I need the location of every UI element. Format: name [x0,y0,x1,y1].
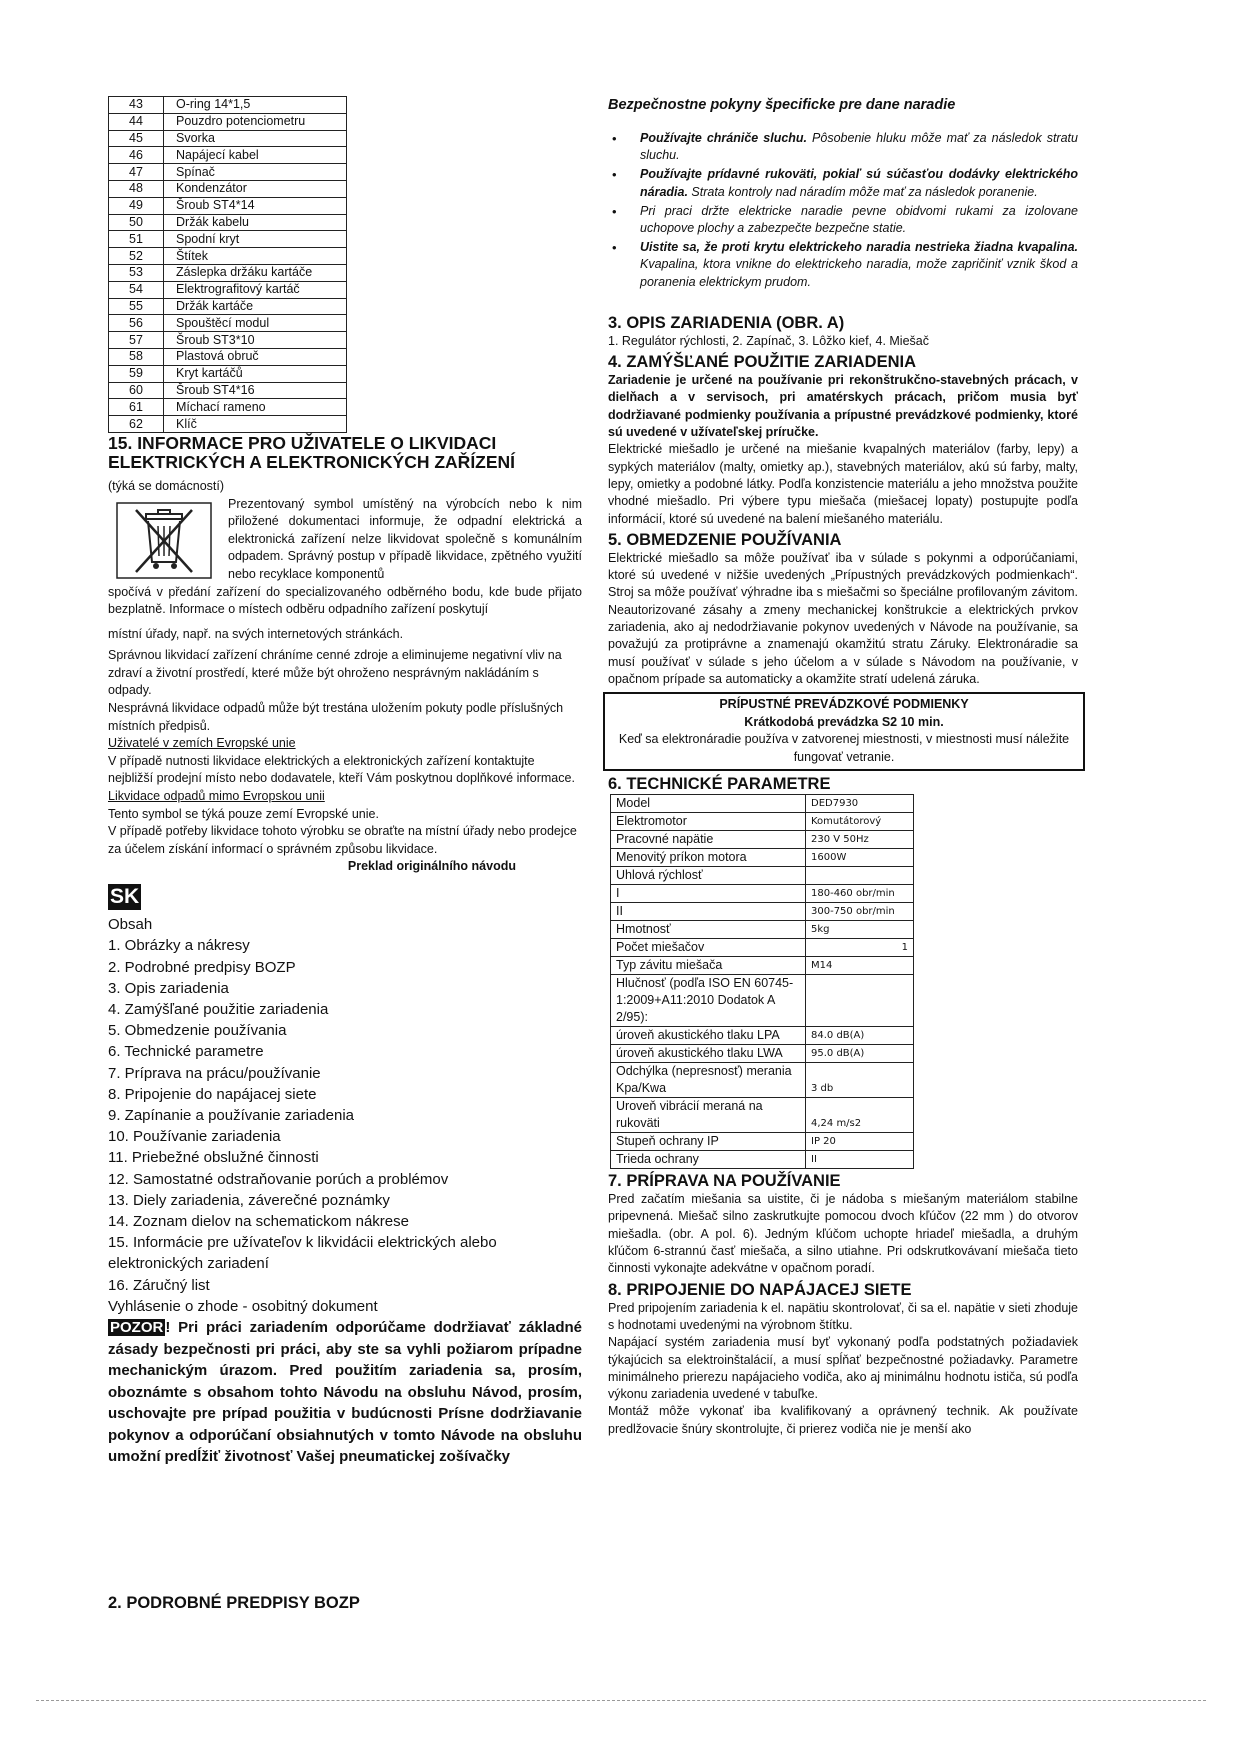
tech-row [611,1045,914,1063]
safety-bullet [608,239,1078,291]
tech-row [611,957,914,975]
tech-row [611,903,914,921]
translation-note: Preklad originálního návodu [347,859,516,874]
tech-key: Odchýlka (nepresnosť) merania Kpa/Kwa [611,1063,806,1098]
parts-row [109,147,347,164]
part-name: Míchací rameno [164,399,347,416]
sec4-text: Elektrické miešadlo je určené na miešanie kvapalných materiálov (farby, lepy) a sypkých materiálov (malty, omietky ap.), stavebných materiálov, akú sú farby, malty, lepy, omietky a podobné látky. Podľa konzistencie materiálu a jeho množstva použite vhodné miešadlo. Pri výbere typu miešača (miešacej lopaty) postupujte podľa informácií, ktoré sú uvedené na balení miešaného materiálu. [608,442,1078,526]
part-number: 44 [109,113,164,130]
part-name: Šroub ST4*14 [164,197,347,214]
sec8-p3: Montáž môže vykonať iba kvalifikovaný a oprávnený technik. Ak používate predlžovacie šnúry skontrolujte, či prierez vodiča nie je menší ako [608,1404,1078,1436]
bozp-heading: 2. PODROBNÉ PREDPISY BOZP [108,1594,360,1612]
tech-key: Menovitý príkon motora [611,849,806,867]
part-number: 54 [109,281,164,298]
toc-title: Obsah [108,916,153,934]
sec8-p2: Napájací systém zariadenia musí byť vykonaný podľa podstatných požiadaviek týkajúcich sa elektroinštalácií, a musí spĺňať bezpečnostné požiadavky. Parametre minimálneho prierezu napájacieho vodiča, ako aj minimálnu hodnotu ističa, sú podľa výkonu zariadenia uvedené v tabuľke. [608,1335,1078,1402]
parts-row [109,264,347,281]
parts-row [109,248,347,265]
toc-item: 9. Zapínanie a používanie zariadenia [108,1107,355,1125]
parts-row [109,281,347,298]
sec7-text: Pred začatím miešania sa uistite, či je nádoba s miešaným materiálom stabilne pripevnená. Miešač silno zaskrutkujte pomocou dvoch kľúčov (22 mm ) do otvorov miešadla. (obr. A pol. 6). Jedným kľúčom uchopte hriadeľ miešadla, a druhým kľúčom 6-strannú časť miešača, a silno utiahne. Pri odskrutkovávaní miešača tieto činnosti vykonajte adekvátne v opačnom poradí. [608,1192,1078,1276]
toc-item: 1. Obrázky a nákresy [108,937,250,955]
warning-paragraph [108,1317,582,1468]
part-number: 47 [109,164,164,181]
part-name: Elektrografitový kartáč [164,281,347,298]
part-number: 61 [109,399,164,416]
safety-heading: Bezpečnostne pokyny špecificke pre dane naradie [608,97,956,113]
tech-row [611,1151,914,1169]
toc-item: 16. Záručný list [108,1276,210,1294]
waste-block [108,496,582,584]
part-number: 43 [109,97,164,114]
tech-row [611,795,914,813]
pozor-label: POZOR [110,1319,164,1337]
tech-value: 3 db [806,1063,914,1098]
parts-row [109,416,347,433]
tech-key: Pracovné napätie [611,831,806,849]
crossed-bin-icon [116,502,212,579]
toc-item: 2. Podrobné predpisy BOZP [108,958,296,976]
part-name: Spodní kryt [164,231,347,248]
parts-table [108,96,347,433]
tech-value: 84.0 dB(A) [806,1027,914,1045]
tech-row [611,1133,914,1151]
safety-bullet-bold: Používajte chrániče sluchu. [640,131,808,145]
tech-value: M14 [806,957,914,975]
tech-row [611,921,914,939]
tech-value: 300-750 obr/min [806,903,914,921]
conditions-text: Keď sa elektronáradie používa v zatvorenej miestnosti, v miestnosti musí náležite fungovať vetranie. [618,732,1070,764]
part-name: Držák kabelu [164,214,347,231]
safety-bullets [608,130,1078,291]
part-name: Šroub ST3*10 [164,332,347,349]
part-number: 58 [109,348,164,365]
part-name: Napájecí kabel [164,147,347,164]
part-number: 57 [109,332,164,349]
fine-paragraph: Nesprávná likvidace odpadů může být trestána uložením pokuty podle příslušných místních předpisů. [108,701,564,733]
tech-key: Elektromotor [611,813,806,831]
tech-key: Stupeň ochrany IP [611,1133,806,1151]
parts-row [109,348,347,365]
tech-key: Model [611,795,806,813]
parts-row [109,365,347,382]
safety-bullet-text: Pri praci držte elektricke naradie pevne obidvomi rukami za izolovane uchopove plochy a zabezpečte bezpečne statie. [640,203,1078,236]
cz-disposal-heading: 15. INFORMACE PRO UŽIVATELE O LIKVIDACI ELEKTRICKÝCH A ELEKTRONICKÝCH ZAŘÍZENÍ [108,432,516,472]
tech-row [611,831,914,849]
tech-key: II [611,903,806,921]
tech-value [806,975,914,1027]
tech-value: II [806,1151,914,1169]
tech-row [611,885,914,903]
part-name: Klíč [164,416,347,433]
toc-item: 8. Pripojenie do napájacej siete [108,1085,317,1103]
toc-item: 3. Opis zariadenia [108,979,229,997]
safety-bullet [608,130,1078,164]
tech-row [611,1098,914,1133]
parts-row [109,332,347,349]
part-name: Držák kartáče [164,298,347,315]
tech-row [611,813,914,831]
safety-bullet-text: Pôsobenie hluku môže mať za následok stratu sluchu. [640,131,1078,163]
toc-item: 11. Priebežné obslužné činnosti [108,1149,319,1167]
sec4-bold-text: Zariadenie je určené na používanie pri rekonštrukčno-stavebných prácach, v dielňach a v servisoch, pri amatérskych prácach, pričom musia byť dodržiavané podmienky používania a prípustné prevádzkové podmienky, ktoré sú uvedené v užívateľskej príručke. [608,373,1078,440]
tech-row [611,975,914,1027]
parts-row [109,130,347,147]
sec3-heading: 3. OPIS ZARIADENIA (OBR. A) [608,313,845,332]
tech-value: DED7930 [806,795,914,813]
tech-key: Uhlová rýchlosť [611,867,806,885]
cz-disposal-subtitle: (týká se domácností) [108,478,225,493]
parts-row [109,113,347,130]
tech-value: 4,24 m/s2 [806,1098,914,1133]
part-name: Pouzdro potenciometru [164,113,347,130]
toc-item: 13. Diely zariadenia, záverečné poznámky [108,1191,390,1209]
part-name: Záslepka držáku kartáče [164,264,347,281]
tech-row [611,1063,914,1098]
eu-title: Uživatelé v zemích Evropské unie [108,736,296,751]
part-name: Kryt kartáčů [164,365,347,382]
safety-bullet-bold: Používajte prídavné rukoväti, pokiaľ sú súčasťou dodávky elektrického náradia. [640,167,1078,199]
safety-bullet-bold: Uistite sa, že proti krytu elektrickeho naradia nestrieka žiadna kvapalina. [640,240,1078,255]
parts-row [109,180,347,197]
part-number: 62 [109,416,164,433]
noneu-title: Likvidace odpadů mimo Evropskou unii [108,789,325,804]
tech-value [806,867,914,885]
conditions-title: PRÍPUSTNÉ PREVÁDZKOVÉ PODMIENKY [719,697,969,712]
conditions-duty: Krátkodobá prevádzka S2 10 min. [744,714,944,729]
part-number: 52 [109,248,164,265]
part-name: Štítek [164,248,347,265]
toc-item: 6. Technické parametre [108,1043,264,1061]
part-number: 55 [109,298,164,315]
parts-row [109,214,347,231]
part-name: Svorka [164,130,347,147]
parts-row [109,399,347,416]
toc-list [108,935,582,1317]
safety-bullet [608,203,1078,237]
tech-value: Komutátorový [806,813,914,831]
conditions-box [603,692,1085,771]
parts-row [109,315,347,332]
safety-bullet-text: Kvapalina, ktora vnikne do elektrickeho naradia, može zapričiniť vznik škod a poranenia elektrickym prudom. [640,257,1078,289]
sec8-p1: Pred pripojením zariadenia k el. napätiu skontrolovať, či sa el. napätie v sieti zhoduje s hodnotami uvedenými na výrobnom štítku. [608,1300,1078,1332]
part-number: 59 [109,365,164,382]
parts-row [109,97,347,114]
tech-table [610,794,914,1169]
symbol-text-continued: spočívá v předání zařízení do specializovaného odběrného bodu, kde bude přijato bezplatně. Informace o místech odběru odpadního zařízení poskytují [108,584,582,617]
tech-key: úroveň akustického tlaku LWA [611,1045,806,1063]
part-name: Plastová obruč [164,348,347,365]
sec7-heading: 7. PRÍPRAVA NA POUŽÍVANIE [608,1172,841,1191]
part-number: 48 [109,180,164,197]
tech-value: 5kg [806,921,914,939]
toc-item: 5. Obmedzenie používania [108,1022,287,1040]
part-number: 46 [109,147,164,164]
symbol-text: Prezentovaný symbol umístěný na výrobcích nebo k nim přiložené dokumentaci informuje, že odpadní elektrická a elektronická zařízení nelze likvidovat společně s komunálním odpadem. Správný postup v případě likvidace, zpětného využití nebo recyklace komponentů [228,496,582,581]
sec8-heading: 8. PRIPOJENIE DO NAPÁJACEJ SIETE [608,1280,912,1299]
part-number: 56 [109,315,164,332]
tech-key: Typ závitu miešača [611,957,806,975]
sec3-text: 1. Regulátor rýchlosti, 2. Zapínač, 3. Lôžko kief, 4. Miešač [608,333,929,348]
tech-value: 95.0 dB(A) [806,1045,914,1063]
warning-text: ! Pri práci zariadením odporúčame dodržiavať základné zásady bezpečnosti pri práci, aby ste sa vyhli požiarom prípadne mechanickým úrazom. Pred použitím zariadenia sa, prosím, oboznámte s obsahom tohto Návodu na obsluhu Návod, prosím, uschovajte pre prípad použitia v budúcnosti Prísne dodržiavanie pokynov a odporúčaní obsiahnutých v tomto Návode na obsluhu umožní predĺžiť životnosť Vašej pneumatickej zošívačky [108,1319,582,1466]
part-number: 49 [109,197,164,214]
tech-value: 1 [806,939,914,957]
sec6-heading: 6. TECHNICKÉ PARAMETRE [608,775,831,794]
part-name: Spínač [164,164,347,181]
toc-item: 15. Informácie pre užívateľov k likvidácii elektrických alebo elektronických zariadení [108,1234,497,1273]
tech-key: I [611,885,806,903]
sec4-heading: 4. ZAMÝŠĽANÉ POUŽITIE ZARIADENIA [608,353,917,372]
part-number: 51 [109,231,164,248]
toc-item: 12. Samostatné odstraňovanie porúch a problémov [108,1170,449,1188]
part-number: 60 [109,382,164,399]
footer-divider [36,1700,1206,1701]
parts-row [109,231,347,248]
parts-row [109,298,347,315]
noneu-text-1: Tento symbol se týká pouze zemí Evropské unie. [108,806,379,821]
safety-bullet-text: Strata kontroly nad náradím môže mať za následok poranenie. [687,184,1038,199]
toc-item: 10. Používanie zariadenia [108,1128,281,1146]
parts-row [109,164,347,181]
tech-row [611,939,914,957]
tech-value: 1600W [806,849,914,867]
toc-item: 7. Príprava na prácu/používanie [108,1064,321,1082]
part-name: O-ring 14*1,5 [164,97,347,114]
part-name: Spouštěcí modul [164,315,347,332]
part-name: Kondenzátor [164,180,347,197]
parts-row [109,197,347,214]
tech-value: 230 V 50Hz [806,831,914,849]
tech-value: IP 20 [806,1133,914,1151]
tech-key: úroveň akustického tlaku LPA [611,1027,806,1045]
toc-item: 14. Zoznam dielov na schematickom nákrese [108,1213,409,1231]
tech-key: Hmotnosť [611,921,806,939]
sec5-heading: 5. OBMEDZENIE POUŽÍVANIA [608,530,842,549]
part-number: 53 [109,264,164,281]
sec5-text: Elektrické miešadlo sa môže používať iba v súlade s pokynmi a odporúčaniami, ktoré sú uvedené v nižšie uvedených „Prípustných prevádzkových podmienkach“. Stroj sa môže používať výhradne iba s miešačmi so špeciálne profilovaným závitom. Neautorizované zásahy a zmeny mechanickej konštrukcie a elektrických prvkov zariadenia, ako aj nedodržiavanie pokynov uvedených v Návode na používanie, sa považujú za protiprávne a znamenajú okamžitú stratu Záruky. Elektronáradie sa musí používať v súlade s jeho účelom a v súlade s Návodom na používanie, v opačnom prípade sa automaticky a okamžite stratí udelená záruka. [608,550,1078,686]
noneu-text-2: V případě potřeby likvidace tohoto výrobku se obraťte na místní úřady nebo prodejce za účelem získání informací o správném způsobu likvidace. [108,824,577,856]
tech-key: Uroveň vibrácií meraná na rukoväti [611,1098,806,1133]
tech-row [611,867,914,885]
eu-text: V případě nutnosti likvidace elektrických a elektronických zařízení kontaktujte nejbližší prodejní místo nebo dodavatele, kteří Vám poskytnou doplňkové informace. [108,753,575,786]
resources-paragraph: Správnou likvidací zařízení chráníme cenné zdroje a eliminujeme negativní vliv na zdraví a životní prostředí, které může být ohroženo nesprávným nakládáním s odpady. [108,648,562,698]
right-column [608,96,1078,1438]
tech-key: Trieda ochrany [611,1151,806,1169]
toc-item: 4. Zamýšľané použitie zariadenia [108,1001,329,1019]
safety-bullet [608,166,1078,200]
offices-paragraph: místní úřady, např. na svých internetových stránkách. [108,626,404,641]
tech-key: Hlučnosť (podľa ISO EN 60745-1:2009+A11:2010 Dodatok A 2/95): [611,975,806,1027]
sk-language-badge: SK [110,885,140,909]
tech-value: 180-460 obr/min [806,885,914,903]
left-column [108,96,582,1612]
tech-key: Počet miešačov [611,939,806,957]
part-name: Šroub ST4*16 [164,382,347,399]
part-number: 50 [109,214,164,231]
toc-item: Vyhlásenie o zhode - osobitný dokument [108,1297,378,1315]
part-number: 45 [109,130,164,147]
tech-row [611,1027,914,1045]
parts-row [109,382,347,399]
tech-row [611,849,914,867]
